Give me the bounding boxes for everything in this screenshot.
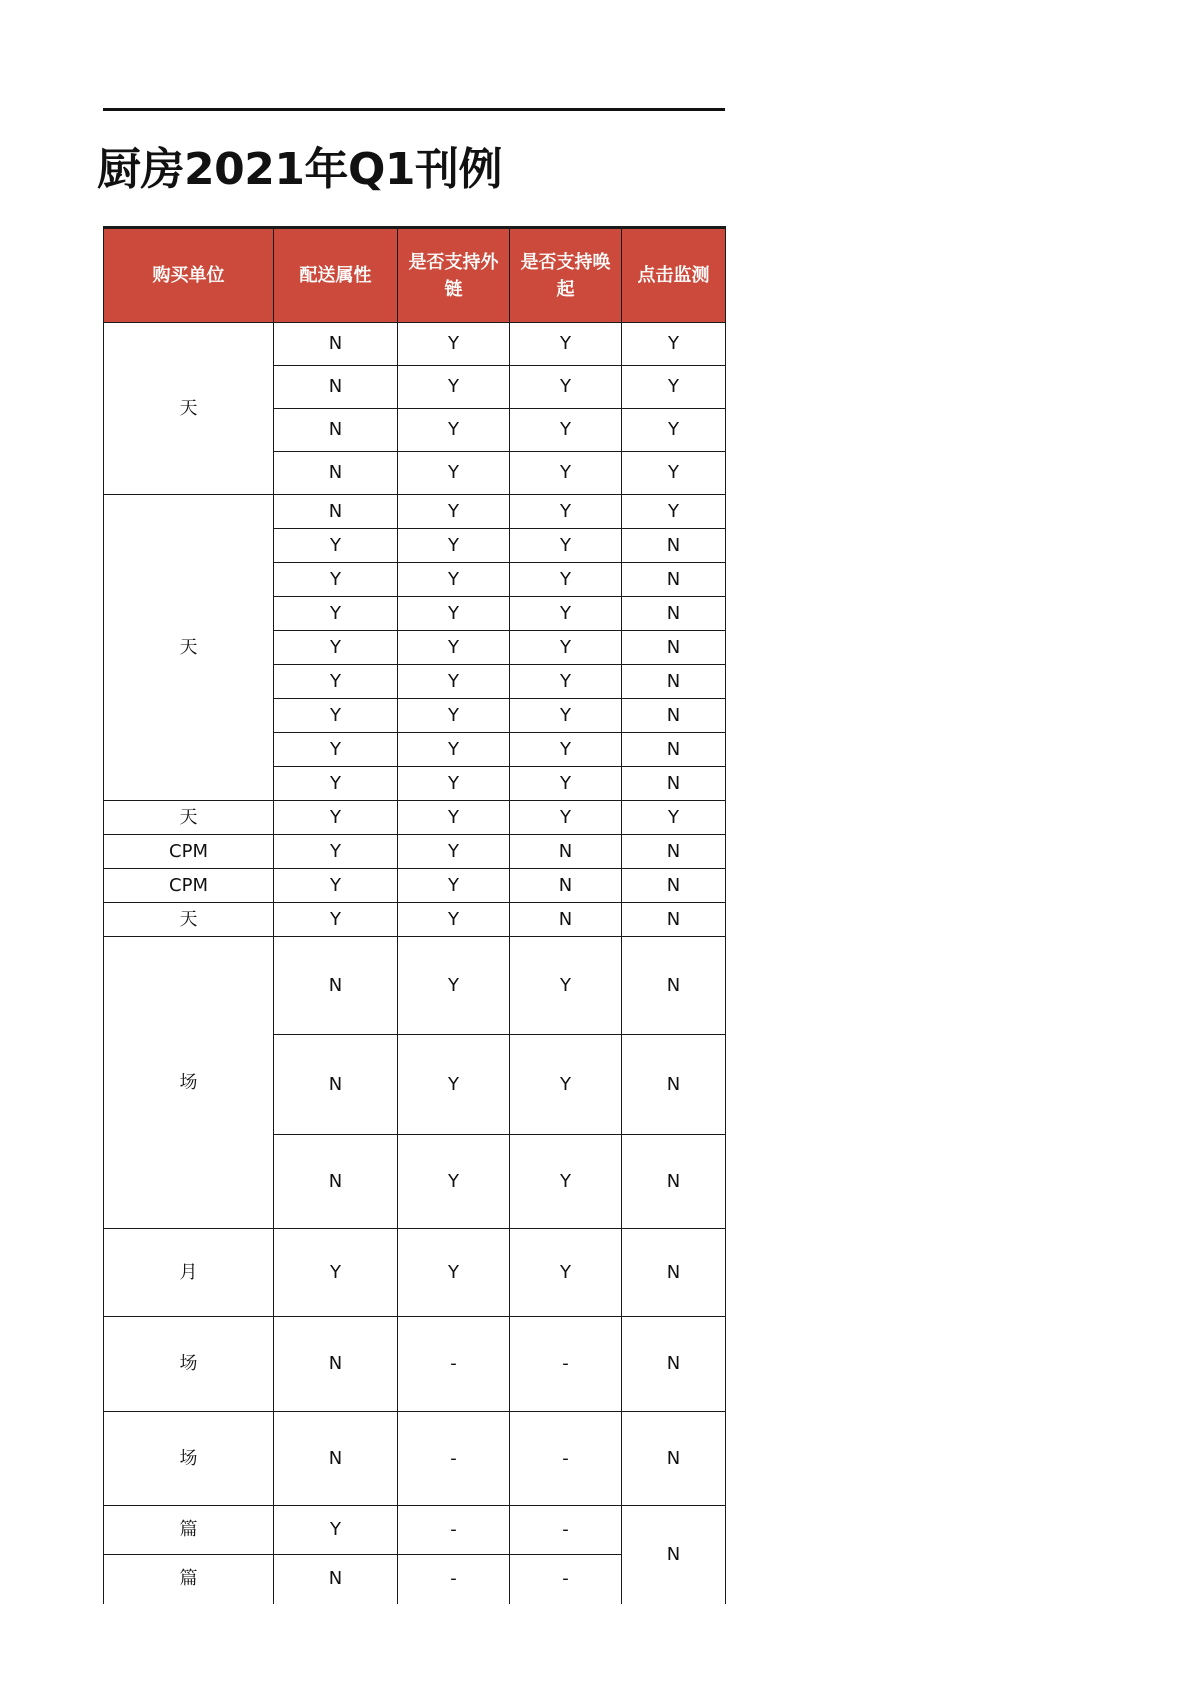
delivery-attribute-cell: N — [274, 452, 398, 495]
app-deeplink-cell: Y — [510, 937, 622, 1035]
app-deeplink-cell: Y — [510, 699, 622, 733]
table-row — [104, 495, 726, 529]
click-tracking-cell: Y — [622, 323, 726, 366]
app-deeplink-cell: - — [510, 1555, 622, 1604]
external-link-cell: Y — [398, 366, 510, 409]
table-row — [104, 1317, 726, 1412]
click-tracking-cell: Y — [622, 366, 726, 409]
click-tracking-cell: N — [622, 733, 726, 767]
app-deeplink-cell: Y — [510, 529, 622, 563]
delivery-attribute-cell: Y — [274, 1506, 398, 1555]
table-body — [104, 323, 726, 1604]
app-deeplink-cell: Y — [510, 1035, 622, 1135]
purchase-unit-cell: 篇 — [104, 1555, 274, 1604]
delivery-attribute-cell: Y — [274, 767, 398, 801]
click-tracking-cell: N — [622, 699, 726, 733]
app-deeplink-cell: Y — [510, 733, 622, 767]
app-deeplink-cell: Y — [510, 631, 622, 665]
external-link-cell: Y — [398, 665, 510, 699]
purchase-unit-cell: CPM — [104, 835, 274, 869]
delivery-attribute-cell: N — [274, 1317, 398, 1412]
table-header — [104, 228, 726, 323]
purchase-unit-cell: 天 — [104, 903, 274, 937]
external-link-cell: - — [398, 1555, 510, 1604]
external-link-cell: Y — [398, 323, 510, 366]
delivery-attribute-cell: Y — [274, 903, 398, 937]
purchase-unit-cell: 场 — [104, 1317, 274, 1412]
click-tracking-cell: N — [622, 1229, 726, 1317]
external-link-cell: Y — [398, 452, 510, 495]
app-deeplink-cell: Y — [510, 495, 622, 529]
app-deeplink-cell: N — [510, 869, 622, 903]
app-deeplink-cell: Y — [510, 597, 622, 631]
app-deeplink-cell: N — [510, 835, 622, 869]
rate-card-table — [103, 226, 726, 1604]
external-link-cell: Y — [398, 597, 510, 631]
purchase-unit-cell: 场 — [104, 1412, 274, 1506]
title-rule — [103, 108, 725, 111]
external-link-cell: Y — [398, 409, 510, 452]
app-deeplink-cell: - — [510, 1412, 622, 1506]
click-tracking-cell: Y — [622, 452, 726, 495]
external-link-cell: Y — [398, 631, 510, 665]
delivery-attribute-cell: N — [274, 366, 398, 409]
purchase-unit-cell: CPM — [104, 869, 274, 903]
purchase-unit-cell: 场 — [104, 937, 274, 1229]
delivery-attribute-cell: N — [274, 1555, 398, 1604]
purchase-unit-cell: 月 — [104, 1229, 274, 1317]
click-tracking-cell: N — [622, 1317, 726, 1412]
delivery-attribute-cell: Y — [274, 529, 398, 563]
external-link-cell: - — [398, 1412, 510, 1506]
delivery-attribute-cell: Y — [274, 699, 398, 733]
header-purchase-unit: 购买单位 — [104, 228, 274, 323]
purchase-unit-cell: 天 — [104, 801, 274, 835]
app-deeplink-cell: Y — [510, 323, 622, 366]
app-deeplink-cell: N — [510, 903, 622, 937]
external-link-cell: Y — [398, 563, 510, 597]
click-tracking-cell: N — [622, 1135, 726, 1229]
table-row — [104, 835, 726, 869]
header-delivery-attribute: 配送属性 — [274, 228, 398, 323]
app-deeplink-cell: Y — [510, 665, 622, 699]
app-deeplink-cell: Y — [510, 767, 622, 801]
external-link-cell: Y — [398, 529, 510, 563]
table-row — [104, 937, 726, 1035]
table-row — [104, 801, 726, 835]
delivery-attribute-cell: N — [274, 937, 398, 1035]
external-link-cell: Y — [398, 937, 510, 1035]
external-link-cell: Y — [398, 733, 510, 767]
app-deeplink-cell: Y — [510, 452, 622, 495]
delivery-attribute-cell: N — [274, 495, 398, 529]
external-link-cell: Y — [398, 767, 510, 801]
app-deeplink-cell: Y — [510, 1229, 622, 1317]
app-deeplink-cell: Y — [510, 801, 622, 835]
purchase-unit-cell: 篇 — [104, 1506, 274, 1555]
table-row — [104, 1506, 726, 1555]
click-tracking-cell: N — [622, 869, 726, 903]
delivery-attribute-cell: Y — [274, 563, 398, 597]
table-row — [104, 1229, 726, 1317]
click-tracking-cell: N — [622, 937, 726, 1035]
external-link-cell: Y — [398, 869, 510, 903]
app-deeplink-cell: - — [510, 1506, 622, 1555]
click-tracking-cell: Y — [622, 409, 726, 452]
header-click-tracking: 点击监测 — [622, 228, 726, 323]
delivery-attribute-cell: N — [274, 1135, 398, 1229]
delivery-attribute-cell: N — [274, 1035, 398, 1135]
delivery-attribute-cell: Y — [274, 665, 398, 699]
page-title: 厨房2021年Q1刊例 — [97, 144, 502, 195]
delivery-attribute-cell: N — [274, 409, 398, 452]
external-link-cell: Y — [398, 1035, 510, 1135]
app-deeplink-cell: Y — [510, 563, 622, 597]
external-link-cell: Y — [398, 495, 510, 529]
external-link-cell: Y — [398, 903, 510, 937]
delivery-attribute-cell: Y — [274, 869, 398, 903]
table-row — [104, 323, 726, 366]
click-tracking-cell: N — [622, 665, 726, 699]
delivery-attribute-cell: Y — [274, 835, 398, 869]
table-row — [104, 1412, 726, 1506]
delivery-attribute-cell: Y — [274, 801, 398, 835]
delivery-attribute-cell: Y — [274, 733, 398, 767]
delivery-attribute-cell: N — [274, 1412, 398, 1506]
external-link-cell: Y — [398, 835, 510, 869]
delivery-attribute-cell: N — [274, 323, 398, 366]
table-row — [104, 903, 726, 937]
purchase-unit-cell: 天 — [104, 495, 274, 801]
click-tracking-cell: Y — [622, 801, 726, 835]
external-link-cell: Y — [398, 1229, 510, 1317]
external-link-cell: - — [398, 1506, 510, 1555]
app-deeplink-cell: Y — [510, 1135, 622, 1229]
click-tracking-cell: Y — [622, 495, 726, 529]
header-external-link: 是否支持外链 — [398, 228, 510, 323]
click-tracking-cell: N — [622, 1506, 726, 1604]
external-link-cell: - — [398, 1317, 510, 1412]
external-link-cell: Y — [398, 699, 510, 733]
delivery-attribute-cell: Y — [274, 1229, 398, 1317]
click-tracking-cell: N — [622, 903, 726, 937]
click-tracking-cell: N — [622, 767, 726, 801]
click-tracking-cell: N — [622, 597, 726, 631]
header-row — [104, 228, 726, 323]
click-tracking-cell: N — [622, 631, 726, 665]
purchase-unit-cell: 天 — [104, 323, 274, 495]
delivery-attribute-cell: Y — [274, 597, 398, 631]
external-link-cell: Y — [398, 801, 510, 835]
app-deeplink-cell: Y — [510, 366, 622, 409]
click-tracking-cell: N — [622, 835, 726, 869]
click-tracking-cell: N — [622, 1035, 726, 1135]
app-deeplink-cell: - — [510, 1317, 622, 1412]
table-row — [104, 869, 726, 903]
click-tracking-cell: N — [622, 563, 726, 597]
click-tracking-cell: N — [622, 1412, 726, 1506]
header-app-deeplink: 是否支持唤起 — [510, 228, 622, 323]
click-tracking-cell: N — [622, 529, 726, 563]
delivery-attribute-cell: Y — [274, 631, 398, 665]
app-deeplink-cell: Y — [510, 409, 622, 452]
external-link-cell: Y — [398, 1135, 510, 1229]
